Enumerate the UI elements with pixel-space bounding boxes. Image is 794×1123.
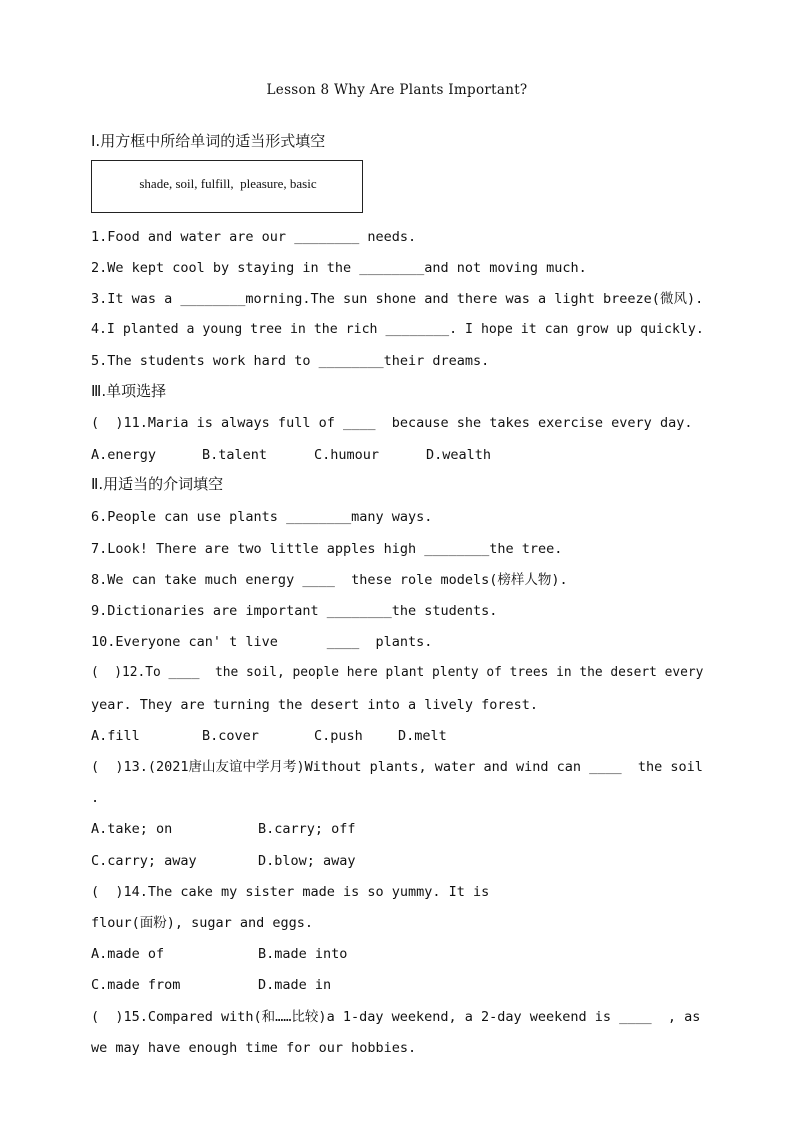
q13-option-d: D.blow; away	[258, 853, 356, 869]
question-12: ( )12.To ____ the soil, people here plant plenty of trees in the desert every	[91, 665, 704, 680]
section-1-heading: Ⅰ.用方框中所给单词的适当形式填空	[91, 132, 326, 150]
q11-option-a: A.energy	[91, 447, 157, 463]
question-14: ( )14.The cake my sister made is so yummy. It is	[91, 884, 490, 900]
question-8: 8.We can take much energy ____ these role models(榜样人物).	[91, 572, 568, 588]
q13-option-b: B.carry; off	[258, 821, 356, 837]
question-1: 1.Food and water are our ________ needs.	[91, 229, 417, 245]
question-7: 7.Look! There are two little apples high ________the tree.	[91, 541, 563, 557]
question-2: 2.We kept cool by staying in the ________and not moving much.	[91, 260, 587, 276]
q12-option-d: D.melt	[398, 728, 447, 744]
q12-option-b: B.cover	[202, 728, 259, 744]
q14-option-b: B.made into	[258, 946, 348, 962]
q14-option-a: A.made of	[91, 946, 165, 962]
question-5: 5.The students work hard to ________their dreams.	[91, 353, 490, 369]
word-box	[91, 160, 363, 213]
section-2-heading: Ⅱ.用适当的介词填空	[91, 475, 224, 493]
q11-option-d: D.wealth	[426, 447, 492, 463]
q11-option-b: B.talent	[202, 447, 268, 463]
q13-option-a: A.take; on	[91, 821, 173, 837]
q12-option-a: A.fill	[91, 728, 140, 744]
q12-option-c: C.push	[314, 728, 363, 744]
section-3-heading: Ⅲ.单项选择	[91, 382, 167, 400]
q14-option-d: D.made in	[258, 977, 332, 993]
question-15-cont: we may have enough time for our hobbies.	[91, 1040, 417, 1056]
q14-option-c: C.made from	[91, 977, 181, 993]
page-title: Lesson 8 Why Are Plants Important?	[266, 82, 528, 98]
question-9: 9.Dictionaries are important ________the students.	[91, 603, 498, 619]
question-13: ( )13.(2021唐山友谊中学月考)Without plants, water and wind can ____ the soil	[91, 759, 703, 775]
question-15: ( )15.Compared with(和……比较)a 1-day weekend, a 2-day weekend is ____ , as	[91, 1009, 701, 1025]
question-10: 10.Everyone can' t live ____ plants.	[91, 634, 433, 650]
q13-option-c: C.carry; away	[91, 853, 197, 869]
question-6: 6.People can use plants ________many ways.	[91, 509, 433, 525]
question-11: ( )11.Maria is always full of ____ because she takes exercise every day.	[91, 415, 693, 431]
question-12-cont: year. They are turning the desert into a lively forest.	[91, 697, 539, 713]
question-3: 3.It was a ________morning.The sun shone and there was a light breeze(微风).	[91, 291, 704, 307]
question-4: 4.I planted a young tree in the rich ________. I hope it can grow up quickly.	[91, 322, 704, 337]
q11-option-c: C.humour	[314, 447, 380, 463]
question-13-cont: .	[91, 790, 100, 806]
question-14-cont: flour(面粉), sugar and eggs.	[91, 915, 314, 931]
word-box-text: shade, soil, fulfill, pleasure, basic	[139, 176, 317, 191]
